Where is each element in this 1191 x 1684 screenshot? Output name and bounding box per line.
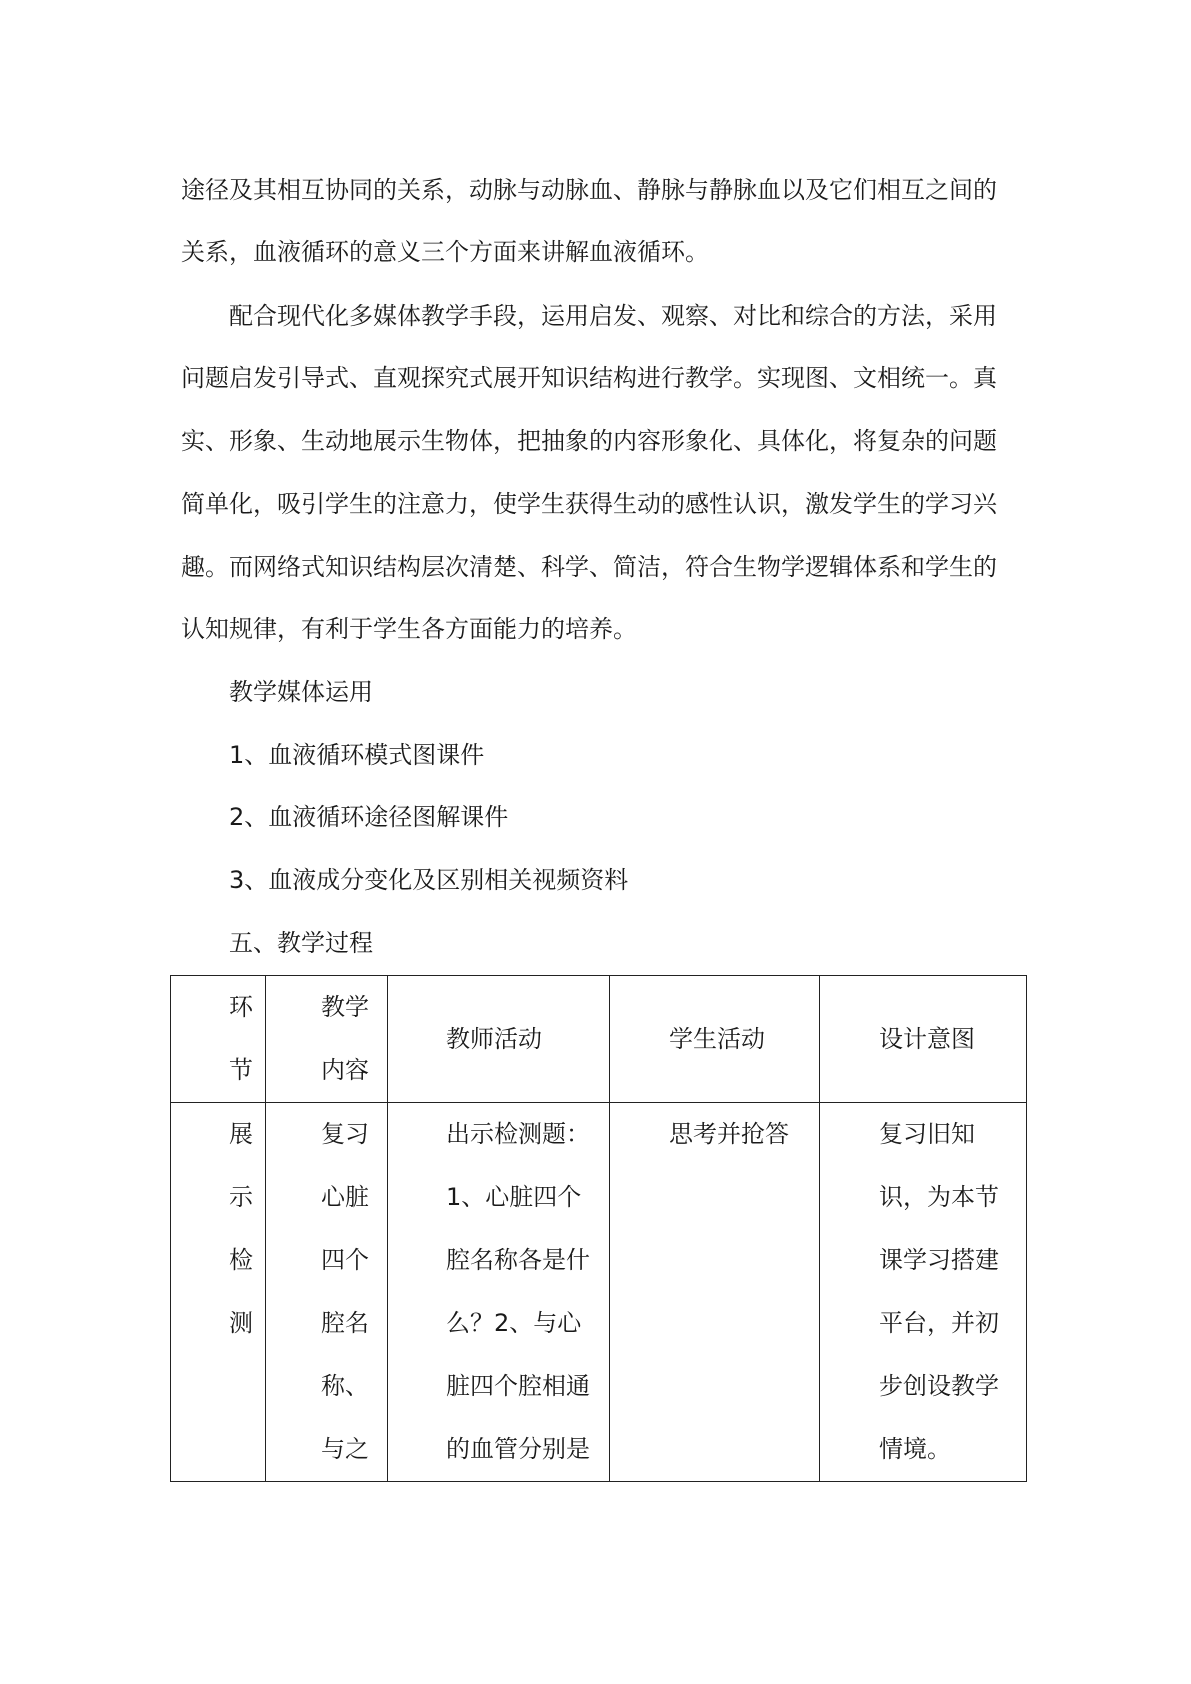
paragraph-line: 关系，血液循环的意义三个方面来讲解血液循环。 <box>181 238 709 266</box>
header-text: 设计意图 <box>879 1025 975 1053</box>
paragraph-line: 简单化，吸引学生的注意力，使学生获得生动的感性认识，激发学生的学习兴 <box>181 490 997 518</box>
header-cell-content <box>266 976 388 1103</box>
cell-text: 心脏 <box>321 1183 369 1211</box>
media-list-item: 2、血液循环途径图解课件 <box>229 803 509 831</box>
cell-text: 思考并抢答 <box>669 1120 789 1148</box>
cell-text: 出示检测题： <box>446 1120 590 1148</box>
media-heading: 教学媒体运用 <box>229 678 373 706</box>
header-text: 学生活动 <box>669 1025 765 1053</box>
paragraph-line: 问题启发引导式、直观探究式展开知识结构进行教学。实现图、文相统一。真 <box>181 364 997 392</box>
cell-text: 情境。 <box>879 1435 951 1463</box>
media-list-item: 1、血液循环模式图课件 <box>229 741 485 769</box>
cell-text: 脏四个腔相通 <box>446 1372 590 1400</box>
cell-text: 1、心脏四个 <box>446 1183 582 1211</box>
paragraph-line: 认知规律，有利于学生各方面能力的培养。 <box>181 615 637 643</box>
cell-design-intent <box>820 1103 1027 1482</box>
cell-text: 与之 <box>321 1435 369 1463</box>
cell-text: 的血管分别是 <box>446 1435 590 1463</box>
paragraph-line: 配合现代化多媒体教学手段，运用启发、观察、对比和综合的方法，采用 <box>229 302 997 330</box>
cell-text: 称、 <box>321 1372 369 1400</box>
cell-text: 四个 <box>321 1246 369 1274</box>
table-row <box>171 1103 1027 1482</box>
header-cell-intent <box>820 976 1027 1103</box>
cell-text: 么？2、与心 <box>446 1309 582 1337</box>
cell-text: 识，为本节 <box>879 1183 999 1211</box>
cell-text: 示 <box>229 1183 253 1211</box>
header-text: 环 <box>229 993 253 1021</box>
cell-stage <box>171 1103 266 1482</box>
header-cell-stage <box>171 976 266 1103</box>
header-text: 内容 <box>321 1056 369 1084</box>
cell-text: 腔名 <box>321 1309 369 1337</box>
section-heading: 五、教学过程 <box>229 929 373 957</box>
paragraph-line: 途径及其相互协同的关系，动脉与动脉血、静脉与静脉血以及它们相互之间的 <box>181 176 997 204</box>
teaching-process-table <box>170 975 1027 1482</box>
table-header-row <box>171 976 1027 1103</box>
cell-content <box>266 1103 388 1482</box>
cell-text: 平台，并初 <box>879 1309 999 1337</box>
header-cell-teacher <box>388 976 610 1103</box>
header-text: 教师活动 <box>446 1025 542 1053</box>
cell-text: 步创设教学 <box>879 1372 999 1400</box>
cell-text: 复习旧知 <box>879 1120 975 1148</box>
cell-text: 展 <box>229 1120 253 1148</box>
cell-student-activity <box>610 1103 820 1482</box>
header-text: 节 <box>229 1056 253 1084</box>
cell-text: 腔名称各是什 <box>446 1246 590 1274</box>
cell-teacher-activity <box>388 1103 610 1482</box>
header-text: 教学 <box>321 993 369 1021</box>
paragraph-line: 趣。而网络式知识结构层次清楚、科学、简洁，符合生物学逻辑体系和学生的 <box>181 553 997 581</box>
header-cell-student <box>610 976 820 1103</box>
cell-text: 课学习搭建 <box>879 1246 999 1274</box>
paragraph-line: 实、形象、生动地展示生物体，把抽象的内容形象化、具体化，将复杂的问题 <box>181 427 997 455</box>
media-list-item: 3、血液成分变化及区别相关视频资料 <box>229 866 629 894</box>
cell-text: 检 <box>229 1246 253 1274</box>
cell-text: 测 <box>229 1309 253 1337</box>
cell-text: 复习 <box>321 1120 369 1148</box>
